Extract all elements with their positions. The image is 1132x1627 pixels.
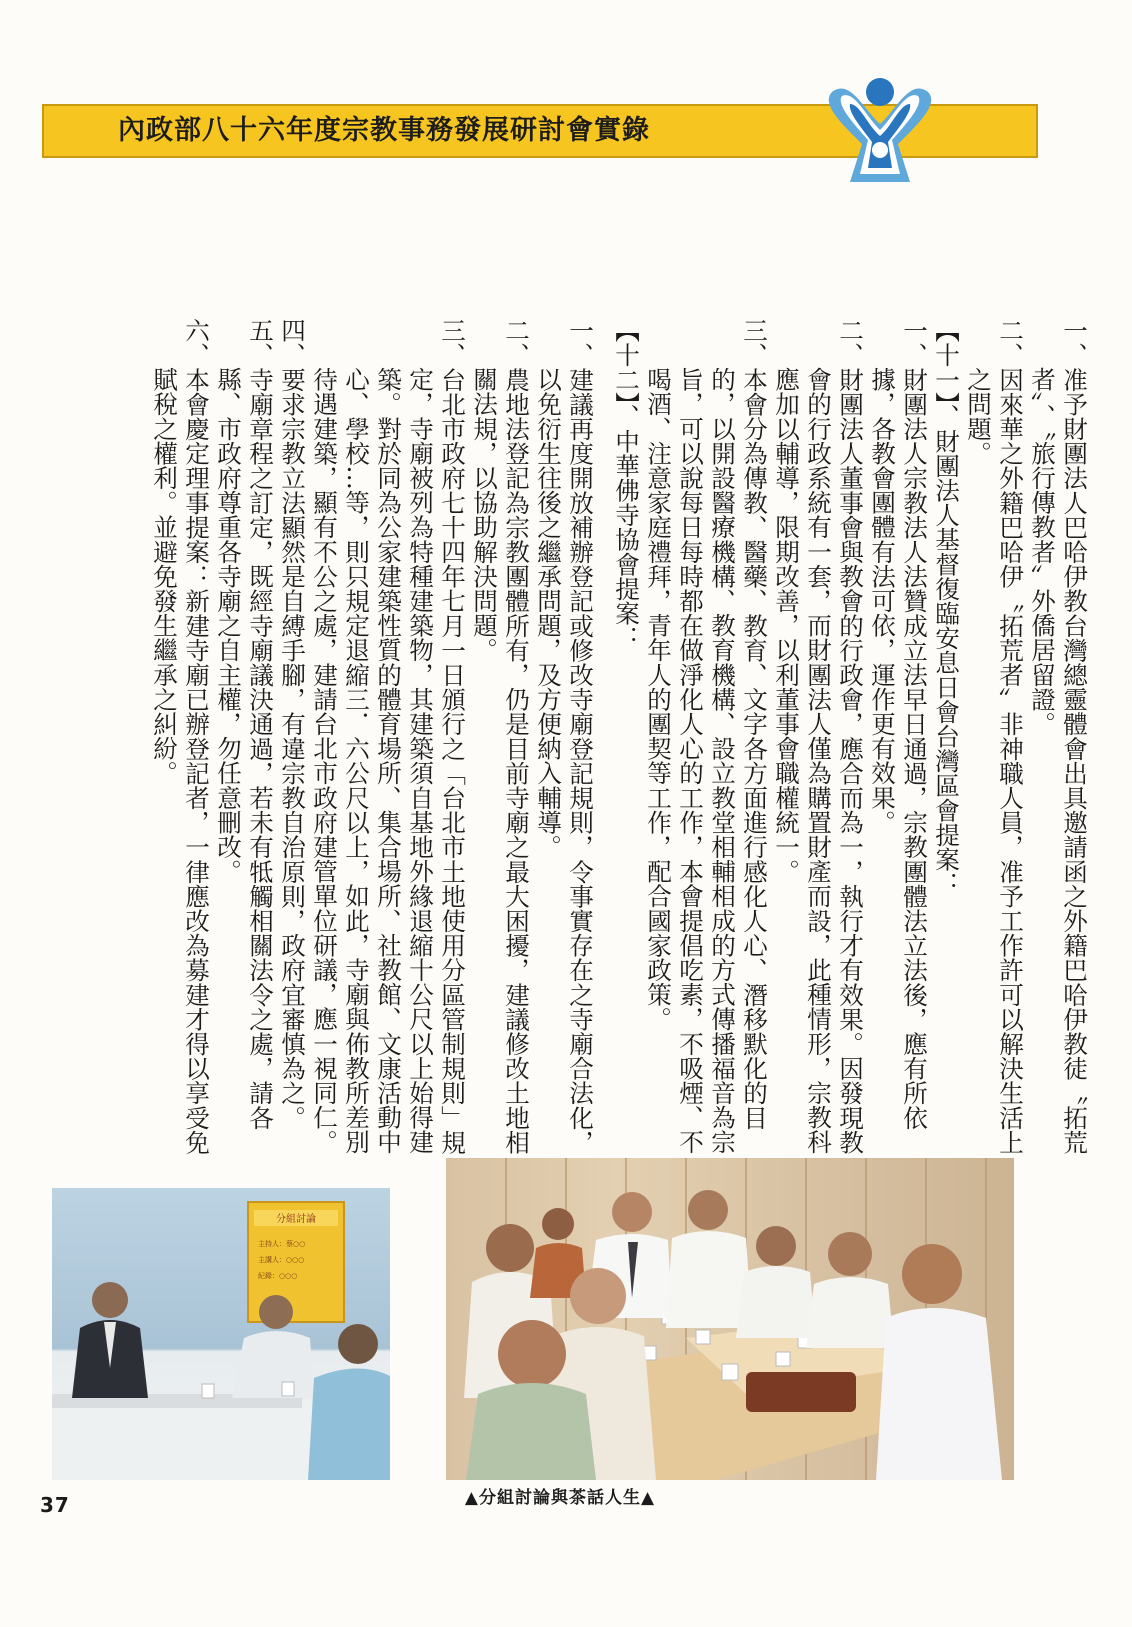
sign-line: 紀錄：○○○ [258,1272,298,1280]
photo-tea-gathering [446,1158,1014,1480]
article-body [40,318,1090,1158]
paragraph: 二、農地法登記為宗教團體所有，仍是目前寺廟之最大困擾，建議修改土地相關法規，以協助解決問題。 [470,318,531,1155]
person-arms-raised-icon [820,70,940,188]
paragraph: 一、財團法人宗教法人法贊成立法早日通過，宗教團體法立法後，應有所依據，各教會團體有法可依，運作更有效果。 [868,318,929,1130]
sign-line: 主講人：○○○ [258,1256,305,1264]
page-title: 內政部八十六年度宗教事務發展研討會實錄 [118,115,650,146]
paragraph: 六、本會慶定理事提案：新建寺廟已辦登記者，一律應改為募建才得以享受免賦稅之權利。並避免發生繼承之糾紛。 [150,318,211,1155]
paragraph: 四、要求宗教立法顯然是自縛手腳，有違宗教自治原則，政府宜審慎為之。 [278,318,307,1130]
page-number: 37 [40,1493,70,1517]
section-heading: 【十一】、財團法人基督復臨安息日會台灣區會提案： [932,318,961,897]
paragraph: 一、准予財團法人巴哈伊教台灣總靈體會出具邀請函之外籍巴哈伊教徒〝拓荒者〞、〝旅行傳教者〞外僑居留證。 [1028,318,1089,1155]
paragraph: 二、財團法人董事會與教會的行政會，應合而為一，執行才有效果。因發現教會的行政系統有一套，而財團法人僅為購置財產而設，此種情形，宗教科應加以輔導，限期改善，以利董事會職權統一。 [772,318,865,1155]
paragraph: 五、寺廟章程之訂定，既經寺廟議決通過，若未有牴觸相關法令之處，請各縣、市政府尊重各寺廟之自主權，勿任意刪改。 [214,318,275,1130]
photo-caption: ▲分組討論與茶話人生▲ [464,1488,656,1508]
discussion-scene [52,1188,390,1480]
sign-title: 分組討論 [276,1214,316,1225]
paragraph: 三、本會分為傳教、醫藥、教育、文字各方面進行感化人心、潛移默化的目的，以開設醫療機構、教育機構、設立教堂相輔相成的方式傳播福音為宗旨，可以說每日每時都在做淨化人心的工作，本會提倡吃素，不吸煙、不喝酒、注意家庭禮拜，青年人的團契等工作，配合國家政策。 [644,318,769,1155]
paragraph: 一、建議再度開放補辦登記或修改寺廟登記規則，令事實存在之寺廟合法化，以免衍生往後之繼承問題，及方便納入輔導。 [534,318,595,1155]
tea-scene [446,1158,1014,1480]
paragraph: 二、因來華之外籍巴哈伊〝拓荒者〞非神職人員，准予工作許可以解決生活上之問題。 [964,318,1025,1155]
sign-line: 主持人：蔡○○ [258,1240,306,1248]
photo-group-discussion [52,1188,390,1480]
section-heading: 【十二】、中華佛寺協會提案： [612,318,641,651]
paragraph: 三、台北市政府七十四年七月一日頒行之「台北市土地使用分區管制規則」規定，寺廟被列為特種建築物，其建築須自基地外緣退縮十公尺以上始得建築。對於同為公家建築性質的體育場所、集合場所、社教館、文康活動中心、學校…等，則只規定退縮三．六公尺以上，如此，寺廟與佈教所差別待遇建築，顯有不公之處，建請台北市政府建管單位研議，應一視同仁。 [310,318,467,1155]
